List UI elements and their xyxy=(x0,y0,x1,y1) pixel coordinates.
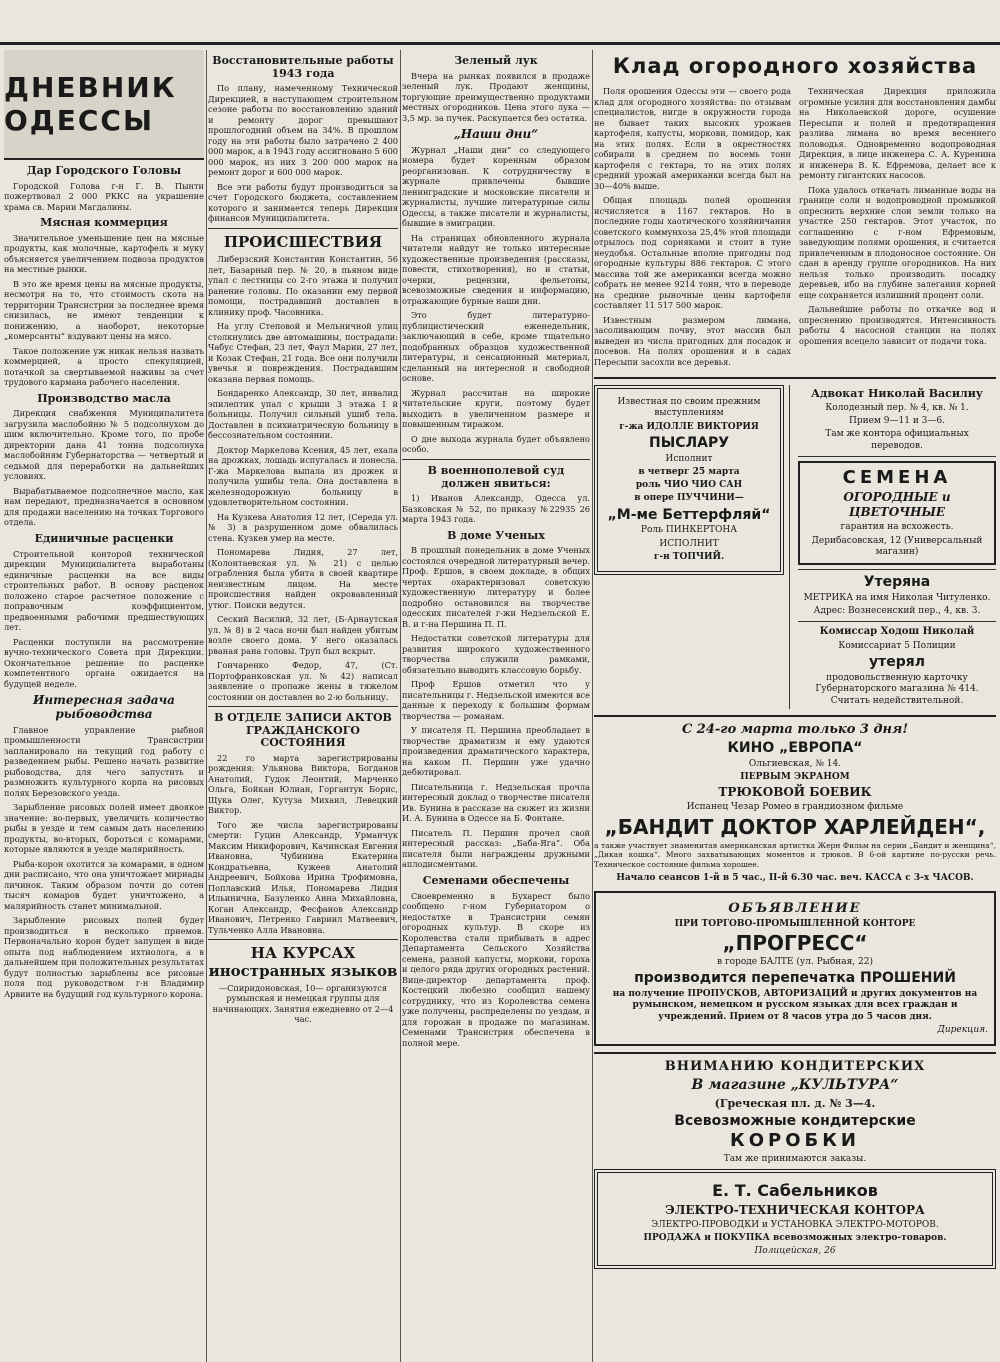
article-text: Зарыбление рисовых полей имеет двоякое значение: во-первых, увеличить количество рыбы в уезде и тем самым дать населению продукты, во-вторых, бороться с комарами, которые являются в уезде малярийность. xyxy=(4,802,204,855)
article-text: Вчера на рынках появился в продаже зеленый лук. Продают женщины, торгующие преимущественно продуктами местных огородников. Цена этого лука — 3,5 мр. за пучек. Раскупается без остатка. xyxy=(402,70,590,123)
ad-text: ЭЛЕКТРО-ТЕХНИЧЕСКАЯ КОНТОРА xyxy=(665,1202,925,1217)
article-text: Дальнейшие работы по откачке вод и опреснению производятся. Интенсивность работы 4 насосной станции на полях орошения всецело зависит от подачи тока. xyxy=(799,304,996,346)
ad-text: ВНИМАНИЮ КОНДИТЕРСКИХ xyxy=(664,1059,926,1075)
article-text: О дне выхода журнала будет объявлено особо. xyxy=(402,433,590,455)
ad-text: Прием 9—11 и 3—6. xyxy=(848,416,945,426)
article-text: 1) Иванов Александр, Одесса ул. Базковская № 52, по приказу №22935 26 марта 1943 года. xyxy=(402,493,590,525)
divider xyxy=(798,569,996,570)
ad-text: ИСПОЛНИТ xyxy=(659,538,719,549)
ad-text: СЕМЕНА xyxy=(842,466,952,488)
column-rule xyxy=(592,50,593,1362)
article-text: Значительное уменьшение цен на мясные продукты, как молочные, картофель и муку объясняется увеличением подвоза продуктов на местные рынки. xyxy=(4,232,204,275)
ad-text: ПРИ ТОРГОВО-ПРОМЫШЛЕННОЙ КОНТОРЕ xyxy=(674,918,916,929)
article-text: Писатель П. Першин прочел свой интересный рассказ: „Баба-Яга“. Оба писателя были награждены дружными аплодисментами. xyxy=(402,827,590,870)
seeds-ad xyxy=(798,461,996,565)
ad-text: Роль ПИНКЕРТОНА xyxy=(640,525,738,536)
article-text: На Кузкева Анатолия 12 лет, (Середа ул. № 3) в разрушенном доме обвалилась стена. Кузкев умер на месте. xyxy=(208,511,398,543)
ad-text: ЭЛЕКТРО-ПРОВОДКИ и УСТАНОВКА ЭЛЕКТРО-МОТОРОВ. xyxy=(651,1219,939,1230)
article-text: Недостатки советской литературы для развития широкого художественного творчества служили рамками, обязательно выводить классовую борьбу. xyxy=(402,633,590,675)
article-heading: Мясная коммерция xyxy=(40,216,168,230)
ad-text: на получение ПРОПУСКОВ, АВТОРИЗАЦИЙ и других документов на румынском, немецком и русском языках для всех граждан и учреждений. Прием от 8 часов утра до 5 часов дня. xyxy=(612,989,978,1022)
ad-text: г-н ТОПЧИЙ. xyxy=(653,551,725,562)
article-text: Общая площадь полей орошения исчисляется в 1167 гектаров. Но в последние годы хаотического хозяйничания советского коммунхоза 25,4% этой площади отрылось под сорняками и стоит в туне неудобья. Остальные вполне пригодны под огородные культуры 886 гектаров. С этого массива той же американки всегда можно собрать не менее 9214 тонн, что в переводе на средние рыночные цены картофеля составляет 11 517 500 марок. xyxy=(594,195,791,310)
article-text: Либерзский Константин Константин, 56 лет, Базарный пер. № 20, в пьяном виде упал с лестницы со 2-го этажа и получил ранение головы. По оказании ему первой помощи, пострадавший доставлен в клинику проф. Часовника. xyxy=(208,254,398,317)
ad-text: г-жа ИДОЛЛЕ ВИКТОРИЯ xyxy=(619,421,759,432)
ad-text: Исполнит xyxy=(665,453,713,464)
article-heading: В военнополевой суд должен явиться: xyxy=(427,463,565,490)
article-text: Писательница г. Недзельская прочла интересный доклад о творчестве писателя Ив. Бунина в рассказе на сюжет из жизни И. А. Бунина в Одессе на Б. Фонтане. xyxy=(402,781,590,824)
column-3 xyxy=(402,50,590,1362)
opera-ad-box xyxy=(594,385,784,575)
divider xyxy=(798,456,996,457)
ad-text: а также участвует знаменитая американская артистка Жерн Фильм на серии „Бандит и женщина“, „Дикая кошка“. Много захватывающих моментов и трюков. В 6-ой картине по-русски речь. Техническое состояние фильма хорошее. xyxy=(594,840,996,869)
divider xyxy=(208,228,398,229)
ad-text: Полицейская, 26 xyxy=(754,1246,836,1257)
ad-text: ОБЪЯВЛЕНИЕ xyxy=(728,900,862,916)
article-text: Такое положение уж никак нельзя назвать коммерцией, а просто спекуляцией, потачкой за свертываемой наживы за счет трудового кармана рабочего населения. xyxy=(4,345,204,388)
article-text: Техническая Дирекция приложила огромные усилия для восстановления дамбы на Николаевской дороге, осушение Пересыпи и полей и предотвращения разлива лимана во время весеннего половодья. Одновременно водопроводная Дирекция, в лице инженера С. А. Куренина и инженера В. К. Ефремова, делает все к ремонту гигантских насосов. xyxy=(799,86,996,180)
article-text: Бондаренко Александр, 30 лет, инвалид эпилептик упал с крыши 3 этажа I й больницы. Получил сильный ушиб тела. Доставлен в психиатрическую больницу в бессознательном состоянии. xyxy=(208,388,398,441)
ad-text: Комиссар Ходош Николай xyxy=(819,626,975,638)
ad-text: в четверг 25 марта xyxy=(638,466,740,477)
ad-text: ПРОДАЖА и ПОКУПКА всевозможных электро-товаров. xyxy=(643,1232,947,1243)
ad-text: Утеряна xyxy=(863,574,931,591)
column-4 xyxy=(594,50,996,1362)
masthead: ДНЕВНИК ОДЕССЫ xyxy=(4,50,204,160)
article-heading: НА КУРСАХ иностранных языков xyxy=(208,944,398,980)
article-heading: Единичные расценки xyxy=(34,531,174,545)
ad-text: Ольгиевская, № 14. xyxy=(748,758,842,769)
ad-text: (Греческая пл. д. № 3—4. xyxy=(714,1096,876,1110)
ad-text: „БАНДИТ ДОКТОР ХАРЛЕЙДЕН“, xyxy=(604,814,986,839)
article-text: Все эти работы будут производиться за счет Городского бюджета, составлением которого и занимается теперь Дирекция финансов Муниципалитета. xyxy=(208,181,398,224)
progress-ad xyxy=(594,891,996,1047)
article-text: Зарыбление рисовых полей будет производиться в несколько приемов. Первоначально корон будет запущен в виде опыта под наблюдением ихтиолога, а в дальнейшем при положительных результатах будут полностью зарыблены все рисовые поля под руководством г-н Владимир Арвиите на будущий год культурного корона. xyxy=(4,915,204,999)
article-heading: „Наши дни“ xyxy=(453,127,539,142)
article-heading: ПРОИСШЕСТВИЯ xyxy=(223,232,383,251)
article-heading: Зеленый лук xyxy=(454,54,538,67)
confectionery-ad xyxy=(594,1052,996,1165)
article-text: Того же числа зарегистрированы смерти: Гуцин Александр, Урманчук Максим Никифорович, Качинская Евгения Ивановна, Чубинина Екатерина Кондратьевна, Кужеев Анатолий Андреевич, Бойкова Ирина Трофимовна, Поплавский Илья, Пономарева Лидия Ильинична, Базуленко Анна Михайловна, Коган Александр, Фесфанов Александр Иванович, Петренко Гавриил Матвеевич, Тульченко Алла Ивановна. xyxy=(208,819,398,935)
ad-text: С 24-го марта только 3 дня! xyxy=(681,721,909,737)
ad-text: Адрес: Вознесенский пер., 4, кв. 3. xyxy=(813,606,981,617)
article-text: Гончаренко Федор, 47, (Ст. Портофранковская ул. № 42) написал заявление о пропаже жены в тяжелом состоянии он доставлен во 2-ю больницу. xyxy=(208,660,398,702)
ad-text: Там же принимаются заказы. xyxy=(723,1154,867,1165)
small-ads xyxy=(790,385,996,709)
divider xyxy=(208,706,398,707)
article-text: Своевременно в Бухарест было сообщено г-ном Губернатором о недостатке в Трансистрии семян огородных культур. В скоре из Королевства стали прибывать в адрес Департамента Сельского Хозяйства семена, разной капусты, моркови, гороха и целого ряда других огородных растений. Вице-директор департамента проф. Костецкий любезно сообщил нашему сотруднику, что из Королевства семена уже получены, распределены по уездам, и для горожан в продаже по магазинам. Семенами Трансистрия обеспечена в полной мере. xyxy=(402,890,590,1048)
article-text: На страницах обновленного журнала читатели найдут не только интересные художественные произведения (рассказы, повести, стихотворения), но и статьи, очерки, рецензии, фельетоны, всевозможные сведения и информацию, отражающие бурные наши дни. xyxy=(402,232,590,306)
divider xyxy=(208,939,398,940)
top-rule xyxy=(0,42,1000,45)
article-heading: Клад огородного хозяйства xyxy=(612,54,978,78)
article-text: Дирекция снабжения Муниципалитета загрузила маслобойню № 5 подсолнухом до шим включительно. Кроме того, по пробе директории дана 41 тонна подсолнуха маслобойням Губернаторства — четвертый и седьмой для переработки на дальнейших условиях. xyxy=(4,408,204,482)
ad-text: Начало сеансов 1-й в 5 час., II-й 6.30 час. веч. КАССА с 3-х ЧАСОВ. xyxy=(616,873,974,884)
ad-text: Всевозможные кондитерские xyxy=(674,1112,916,1129)
ad-text: ПЫСЛАРУ xyxy=(648,434,729,451)
article-text: Городской Голова г-н Г. В. Пынти пожертвовал 2 000 РККС на украшение храма св. Марии Магдалины. xyxy=(4,180,204,212)
ad-text: в опере ПУЧЧИНИ— xyxy=(634,493,744,504)
article-text: Расценки поступили на рассмотрение вучно-технического Совета при Дирекции. Окончательное решение по расценке компетентного органа ожидается на будущей неделе. xyxy=(4,636,204,689)
article-text: Пономарева Лидия, 27 лет, (Колонтаевская ул. № 21) с целью ограбления была убита в своей квартире неизвестным лицом. На месте происшествия найден окровавленный утюг. Поиски ведутся. xyxy=(208,547,398,610)
cinema-ad xyxy=(594,715,996,885)
ad-text: „М-ме Беттерфляй“ xyxy=(607,506,771,523)
article-heading: В ОТДЕЛЕ ЗАПИСИ АКТОВ ГРАЖДАНСКОГО СОСТОЯНИЯ xyxy=(214,711,392,750)
column-rule xyxy=(206,50,207,1362)
article-text: Это будет литературно-публицистический еженедельник, заключающий в себе, кроме тщательно подобранных образцов художественной литературы, и сенсационный материал, сделанный на интересной и свободной основе. xyxy=(402,310,590,384)
ad-text: утерял xyxy=(869,654,925,671)
column-rule xyxy=(400,50,401,1362)
ad-text: в городе БАЛТЕ (ул. Рыбная, 22) xyxy=(717,957,873,968)
article-text: Пока удалось откачать лиманные воды на границе соли и водопроводной промывкой опреснить верхние слои земли только на участке 250 гектаров. Этот участок, по соглашению с г-ном Ефремовым, заведующим полями орошения, и считается привлеченным в плодоносное состояние. Он сдан в аренду группе огородников. На них нельзя только производить посадку деревьев, ибо на глубине залегания корней еще сохраняется излишний процент соли. xyxy=(799,184,996,300)
ad-text: продовольственную карточку Губернаторского магазина № 414. Считать недействительной. xyxy=(815,673,979,706)
ad-text: ОГОРОДНЫЕ и ЦВЕТОЧНЫЕ xyxy=(843,490,951,520)
ad-text: роль ЧИО ЧИО САН xyxy=(635,480,743,491)
article-body xyxy=(594,86,996,371)
article-text: Главное управление рыбной промышленности Трансистрии запланировало на текущий год работу с разведением рыбы. Решено начать развитие рыбоводства, для чего запустить и размножить культурного корпа на рисовых полях Березовского уезда. xyxy=(4,724,204,798)
ad-text: „ПРОГРЕСС“ xyxy=(722,931,868,956)
ad-text: Там же контора официальных переводов. xyxy=(825,429,969,451)
ad-text: КИНО „ЕВРОПА“ xyxy=(727,740,863,757)
article-heading: Семенами обеспечены xyxy=(422,873,570,887)
article-text: У писателя П. Першина преобладает в творчестве драматизм и ему удаются произведения драматического характера, на каком П. Першин уже удачно дебютировал. xyxy=(402,725,590,778)
opera-ad xyxy=(594,385,790,709)
article-text: Доктор Маркелова Ксения, 45 лет, ехала на дрожках, лошадь испугалась и понесла. Г-жа Маркелова выпала из дрожек и получила ушибы тела. Она доставлена в железнодорожную больницу в удовлетворительном состоянии. xyxy=(208,444,398,508)
article-heading: В доме Ученых xyxy=(447,528,545,542)
article-text: Проф Ершов отметил что у писательницы г. Недзельской имеются все данные к переходу к большим формам творчества — романам. xyxy=(402,679,590,721)
ad-text: Е. Т. Сабельников xyxy=(712,1181,878,1201)
column-2 xyxy=(208,50,398,1362)
article-text: Рыба-корон охотится за комарами, в одном дни расписано, что она уничтожает мириады личинок. Таким образом почти до сотен тысяч комаров будет уничтожено, а малярийность станет минимальной. xyxy=(4,858,204,911)
ad-text: Комиссариат 5 Полиции xyxy=(838,640,956,651)
article-text: Вырабатываемое подсолнечное масло, как нам передают, предназначается в основном для продажи населению на точках Торгового отдела. xyxy=(4,485,204,528)
article-text: Известным размером лимана, засоливающим почву, этот массив был выведен из числа пригодных для посадок и посевов. На полях орошения и в садах Пересыпи засохли все деревья. xyxy=(594,314,791,367)
ad-text: ПЕРВЫМ ЭКРАНОМ xyxy=(740,772,850,783)
article-text: —Спиридоновская, 10— организуются румынская и немецкая группы для начинающих. Занятия ежедневно от 2—4 час. xyxy=(212,982,394,1025)
divider xyxy=(798,621,996,622)
ad-text: КОРОБКИ xyxy=(729,1130,860,1152)
article-text: Журнал рассчитан на широкие читательские круги, поэтому будет выходить в увеличенном размере и повышенным тиражом. xyxy=(402,387,590,430)
article-text: Сеский Василий, 32 лет, (Б-Арнаутская ул. № 8) в 2 часа ночи был найден убитым возле своего дома. У него оказалась рваная рана головы. Труп был вскрыт. xyxy=(208,614,398,656)
article-text: Журнал „Наши дни“ со следующего номера будет коренным образом реорганизован. К сотрудничеству в журнале привлечены бывшие ленинградские и московские писатели и журналисты, лучшие литературные силы Одессы, а также писатели и журналисты, бывшие в эмиграции. xyxy=(402,144,590,229)
column-1 xyxy=(4,50,204,1362)
divider xyxy=(402,459,590,460)
ad-text: производится перепечатка ПРОШЕНИЙ xyxy=(634,970,956,987)
article-text: В прошлый понедельник в доме Ученых состоялся очередной литературный вечер. Проф. Ершов, в своем докладе, в общих чертах охарактеризовал советскую художественную литературу и более подробно остановился на творчестве одесских писателей г-жи Недзельской Е. В. и г-на Першина П. П. xyxy=(402,545,590,629)
article-text: Строительной конторой технической дирекции Муниципалитета выработаны единичные расценки на все виды строительных работ. В основу расценок положено старое расчетное положение с поправочным коэффициентом, предвоенными рабочими предшествующих лет. xyxy=(4,548,204,633)
article-text: 22 го марта зарегистрированы рождения: Ульянова Виктора, Богданов Анатолий, Гудок Леонтий, Марченко Ольга, Бойкан Юлиан, Горгантук Борис, Щука Олег, Кутуза Михаил, Левецкий Виктор. xyxy=(208,752,398,816)
ad-text: ТРЮКОВОЙ БОЕВИК xyxy=(718,785,872,800)
article-heading: Восстановительные работы 1943 года xyxy=(212,54,394,80)
article-text: На углу Степовой и Мельничной улиц столкнулись две автомашины, пострадали: Чабус Стефан, 23 лет, Фаул Марии, 27 лет, и Козак Стефан, 21 года. Все они получили увечья и повреждения. Пострадавшим оказана первая помощь. xyxy=(208,321,398,384)
ad-text: МЕТРИКА на имя Николая Читуленко. xyxy=(803,592,991,603)
article-text: По плану, намеченному Технической Дирекцией, в наступающем строительном сезоне работы по восстановлению зданий и ремонту дорог превышают прошлогодний объем на 34%. В прошлом году на эти работы было затрачено 2 400 000 марок, а в 1943 году ассигновано 5 600 000 марок, из них 3 200 000 марок на ремонт дорог и 600 000 марок. xyxy=(208,83,398,178)
ad-text: гарантия на всхожесть. xyxy=(840,522,954,533)
ad-row xyxy=(594,377,996,709)
ad-text: Колодезный пер. № 4, кв. № 1. xyxy=(825,402,969,413)
ad-text: Дерибасовская, 12 (Универсальный магазин) xyxy=(811,535,983,557)
article-heading: Производство масла xyxy=(37,391,171,405)
article-heading: Дар Городского Головы xyxy=(26,164,182,177)
ad-text: Адвокат Николай Василиу xyxy=(811,387,983,400)
ad-text: В магазине „КУЛЬТУРА“ xyxy=(691,1077,899,1094)
electro-ad xyxy=(594,1169,996,1269)
ad-text: Испанец Чезар Ромео в грандиозном фильме xyxy=(686,802,904,813)
article-text: Поля орошения Одессы эти — своего рода клад для огородного хозяйства: по отзывам специалистов, нигде в окружности города не бывает таких высоких урожаев картофеля, капусты, моркови, помидор, как на этих полях. Если в окрестностях собирали в среднем по восемь тонн картофеля с гектара, то на этих полях средний урожай американки всегда был на 30—40% выше. xyxy=(594,86,791,191)
ad-text: Известная по своим прежним выступлениям xyxy=(617,397,761,419)
article-text: В это же время цены на мясные продукты, несмотря на то, что стоимость скота на территории Трансистрии за последнее время снизилась, не имеют тенденции к понижению, а наоборот, некоторые „комерсанты“ вздувают цены на мясо. xyxy=(4,278,204,342)
ad-text: Дирекция. xyxy=(937,1024,988,1035)
article-heading: Интересная задача рыбоводства xyxy=(33,693,175,721)
